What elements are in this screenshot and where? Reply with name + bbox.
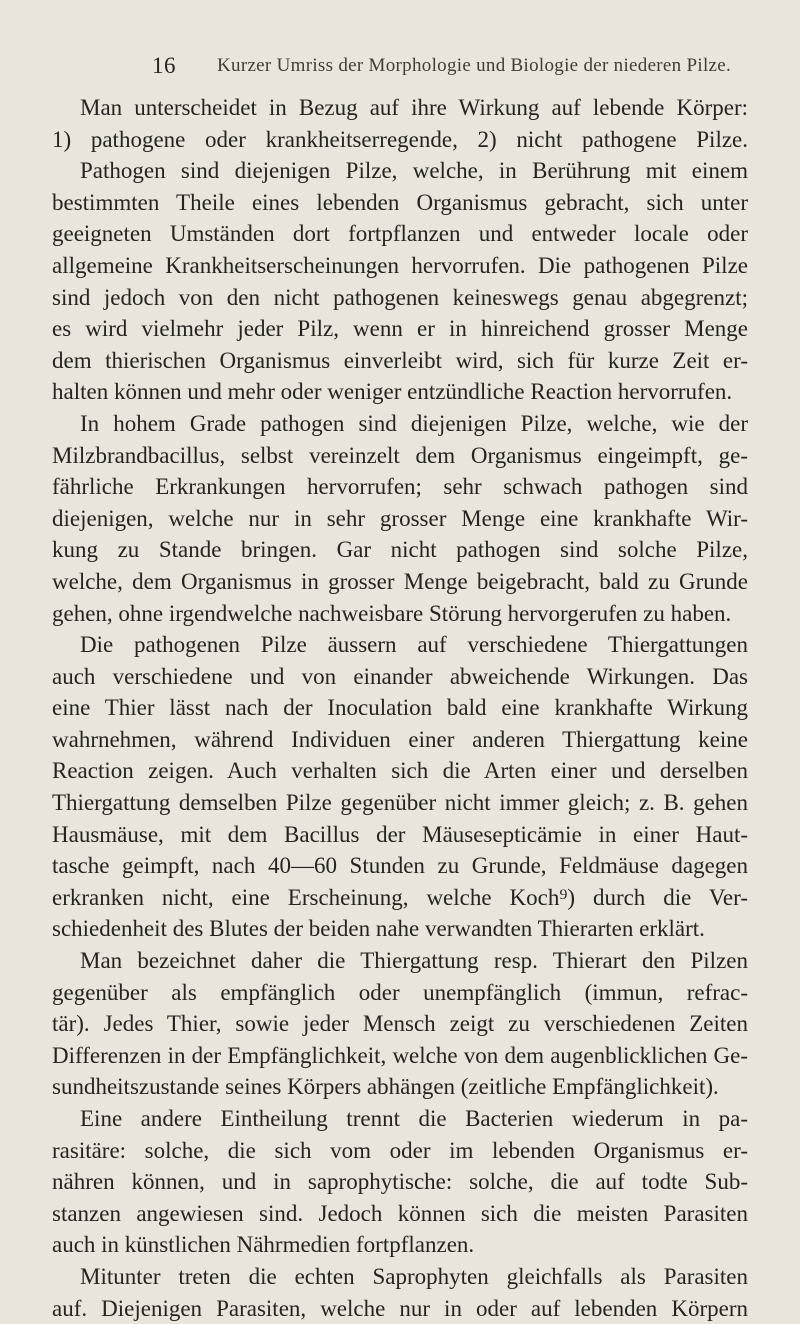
text-line: eine Thier lässt nach der Inoculation bald eine krankhafte Wirkung	[52, 695, 748, 721]
text-line: auf. Diejenigen Parasiten, welche nur in oder auf lebenden Körpern	[52, 1295, 748, 1321]
text-line: stanzen angewiesen sind. Jedoch können sich die meisten Parasiten	[52, 1200, 748, 1226]
text-line: dem thierischen Organismus einverleibt wird, sich für kurze Zeit er-	[52, 347, 748, 373]
text-line: sind jedoch von den nicht pathogenen keineswegs genau abgegrenzt;	[52, 284, 748, 310]
text-line: halten können und mehr oder weniger entzündliche Reaction hervorrufen.	[52, 379, 733, 405]
text-line: welche, dem Organismus in grosser Menge beigebracht, bald zu Grunde	[52, 568, 748, 594]
text-line: Eine andere Eintheilung trennt die Bacterien wiederum in pa-	[80, 1106, 748, 1131]
text-line: nähren können, und in saprophytische: solche, die auf todte Sub-	[52, 1169, 748, 1195]
text-line: gehen, ohne irgendwelche nachweisbare Störung hervorgerufen zu haben.	[52, 600, 732, 626]
text-line: geeigneten Umständen dort fortpflanzen und entweder locale oder	[52, 221, 748, 247]
text-line: Differenzen in der Empfänglichkeit, welche von dem augenblicklichen Ge-	[52, 1042, 748, 1068]
text-line: gegenüber als empfänglich oder unempfänglich (immun, refrac-	[52, 979, 748, 1005]
text-line: allgemeine Krankheitserscheinungen hervorrufen. Die pathogenen Pilze	[52, 252, 748, 278]
body-text	[52, 92, 748, 1324]
running-head: Kurzer Umriss der Morphologie und Biologie der niederen Pilze.	[217, 55, 732, 76]
page-number: 16	[152, 53, 176, 78]
text-line: Man unterscheidet in Bezug auf ihre Wirkung auf lebende Körper:	[80, 95, 748, 120]
text-line: bestimmten Theile eines lebenden Organismus gebracht, sich unter	[52, 189, 748, 215]
text-line: Milzbrandbacillus, selbst vereinzelt dem Organismus eingeimpft, ge-	[52, 442, 748, 468]
text-line: auch in künstlichen Nährmedien fortpflanzen.	[52, 1232, 475, 1258]
text-line: schiedenheit des Blutes der beiden nahe verwandten Thierarten erklärt.	[52, 916, 705, 942]
text-line: Pathogen sind diejenigen Pilze, welche, in Berührung mit einem	[80, 158, 748, 184]
text-line: wahrnehmen, während Individuen einer anderen Thiergattung keine	[52, 726, 748, 752]
text-line: diejenigen, welche nur in sehr grosser Menge eine krankhafte Wir-	[52, 505, 748, 531]
text-line: Man bezeichnet daher die Thiergattung resp. Thierart den Pilzen	[80, 948, 748, 974]
text-line: fährliche Erkrankungen hervorrufen; sehr schwach pathogen sind	[52, 474, 748, 500]
text-line: Hausmäuse, mit dem Bacillus der Mäusesepticämie in einer Haut-	[52, 821, 748, 847]
text-line: auch verschiedene und von einander abweichende Wirkungen. Das	[52, 663, 748, 689]
text-line: Die pathogenen Pilze äussern auf verschiedene Thiergattungen	[80, 632, 748, 658]
text-line: Thiergattung demselben Pilze gegenüber nicht immer gleich; z. B. gehen	[52, 790, 748, 816]
text-line: Mitunter treten die echten Saprophyten gleichfalls als Parasiten	[80, 1263, 748, 1289]
text-line: erkranken nicht, eine Erscheinung, welche Koch⁹) durch die Ver-	[52, 884, 748, 910]
text-line: 1) pathogene oder krankheitserregende, 2) nicht pathogene Pilze.	[52, 126, 748, 152]
text-line: Reaction zeigen. Auch verhalten sich die Arten einer und derselben	[52, 758, 748, 784]
text-line: kung zu Stande bringen. Gar nicht pathogen sind solche Pilze,	[52, 537, 748, 563]
text-line: tär). Jedes Thier, sowie jeder Mensch zeigt zu verschiedenen Zeiten	[52, 1011, 748, 1037]
text-line: tasche geimpft, nach 40—60 Stunden zu Grunde, Feldmäuse dagegen	[52, 853, 748, 879]
text-line: es wird vielmehr jeder Pilz, wenn er in hinreichend grosser Menge	[52, 316, 748, 342]
page-header	[52, 52, 746, 90]
text-line: In hohem Grade pathogen sind diejenigen Pilze, welche, wie der	[80, 410, 748, 436]
text-line: rasitäre: solche, die sich vom oder im lebenden Organismus er-	[52, 1137, 748, 1163]
text-line: sundheitszustande seines Körpers abhängen (zeitliche Empfänglichkeit).	[52, 1074, 719, 1100]
